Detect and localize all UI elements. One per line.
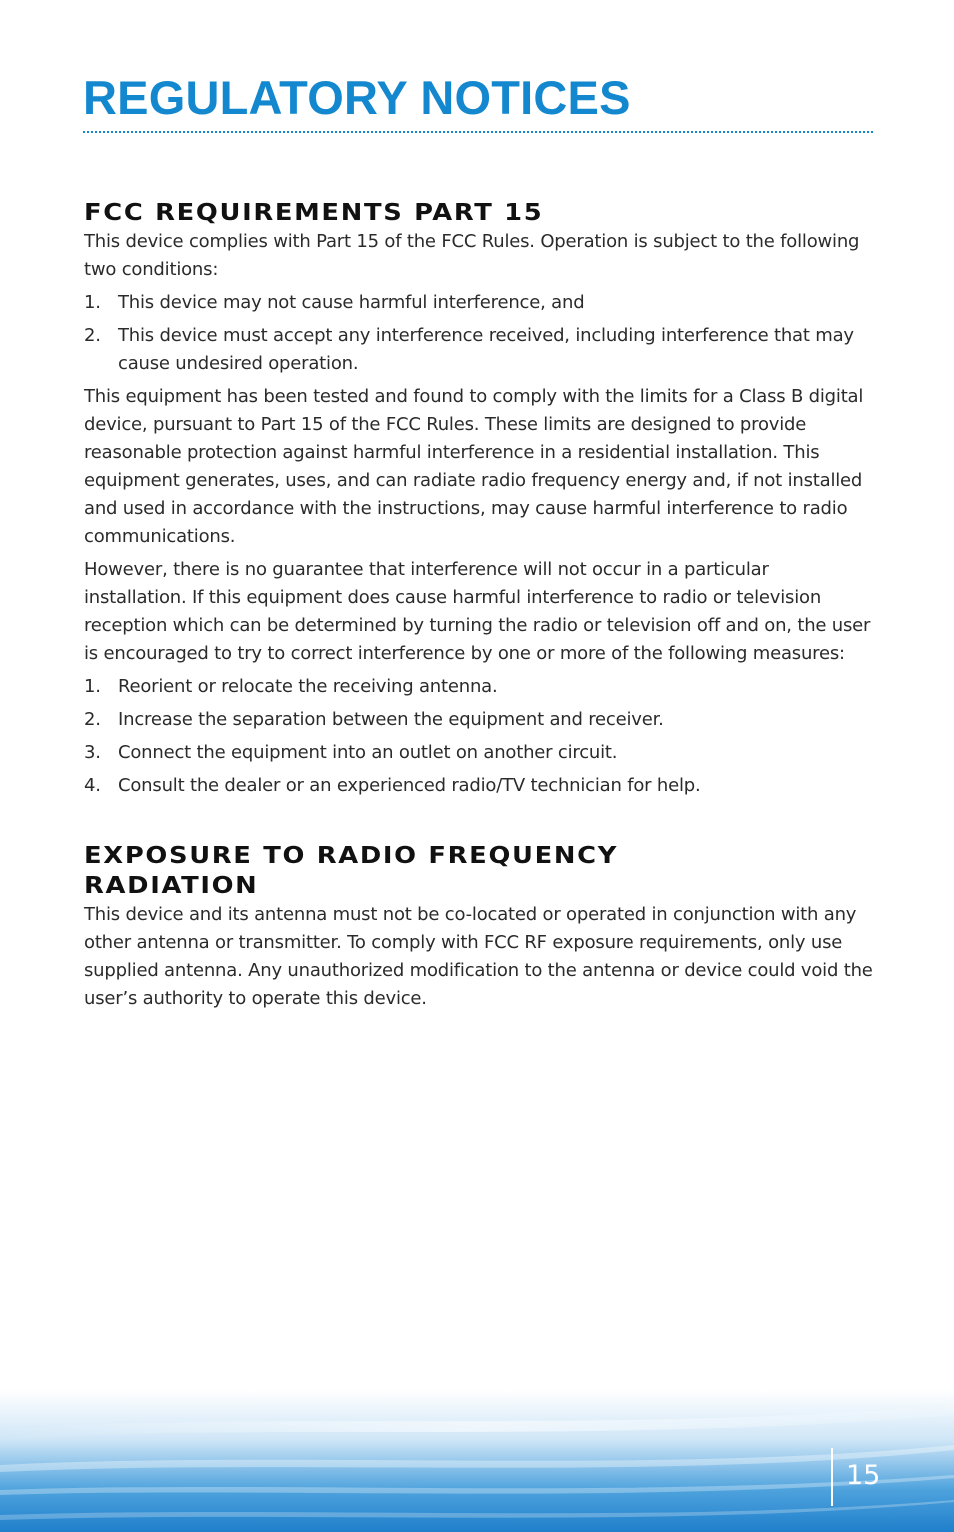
fcc-measures-list xyxy=(84,673,874,800)
list-item: 3. Connect the equipment into an outlet on another circuit. xyxy=(84,742,618,763)
page-number: 15 xyxy=(846,1460,881,1491)
list-item: 1. Reorient or relocate the receiving antenna. xyxy=(84,676,498,697)
page-title: REGULATORY NOTICES xyxy=(83,71,631,124)
list-item: 2. Increase the separation between the equipment and receiver. xyxy=(84,709,664,730)
page-content xyxy=(84,198,874,1018)
footer-wave-graphic xyxy=(0,1390,954,1532)
rf-body: This device and its antenna must not be co-located or operated in conjunction with any other antenna or transmitter. To comply with FCC RF exposure requirements, only use supplied antenna. Any unauthorized modification to the antenna or device could void the user’s authority to operate this device. xyxy=(84,904,873,1009)
rf-heading-line1: EXPOSURE TO RADIO FREQUENCY xyxy=(84,843,619,869)
rf-heading xyxy=(84,841,954,901)
rf-heading-line2: RADIATION xyxy=(84,873,259,899)
list-item: 4. Consult the dealer or an experienced radio/TV technician for help. xyxy=(84,775,701,796)
fcc-heading: FCC REQUIREMENTS PART 15 xyxy=(84,200,544,226)
fcc-intro: This device complies with Part 15 of the FCC Rules. Operation is subject to the following two conditions: xyxy=(84,231,860,280)
title-divider xyxy=(83,131,873,133)
section-spacer xyxy=(84,805,874,837)
fcc-paragraph-measures-intro: However, there is no guarantee that interference will not occur in a particular installation. If this equipment does cause harmful interference to radio or television reception which can be determined by turning the radio or television off and on, the user is encouraged to try to correct interference by one or more of the following measures: xyxy=(84,559,871,664)
fcc-paragraph-class-b: This equipment has been tested and found to comply with the limits for a Class B digital device, pursuant to Part 15 of the FCC Rules. These limits are designed to provide reasonable protection against harmful interference in a residential installation. This equipment generates, uses, and can radiate radio frequency energy and, if not installed and used in accordance with the instructions, may cause harmful interference to radio communications. xyxy=(84,386,864,547)
fcc-conditions-list xyxy=(84,289,874,378)
list-item: 2. This device must accept any interference received, including interference that may cause undesired operation. xyxy=(84,325,854,374)
page-number-divider xyxy=(831,1448,833,1506)
list-item: 1. This device may not cause harmful interference, and xyxy=(84,292,585,313)
